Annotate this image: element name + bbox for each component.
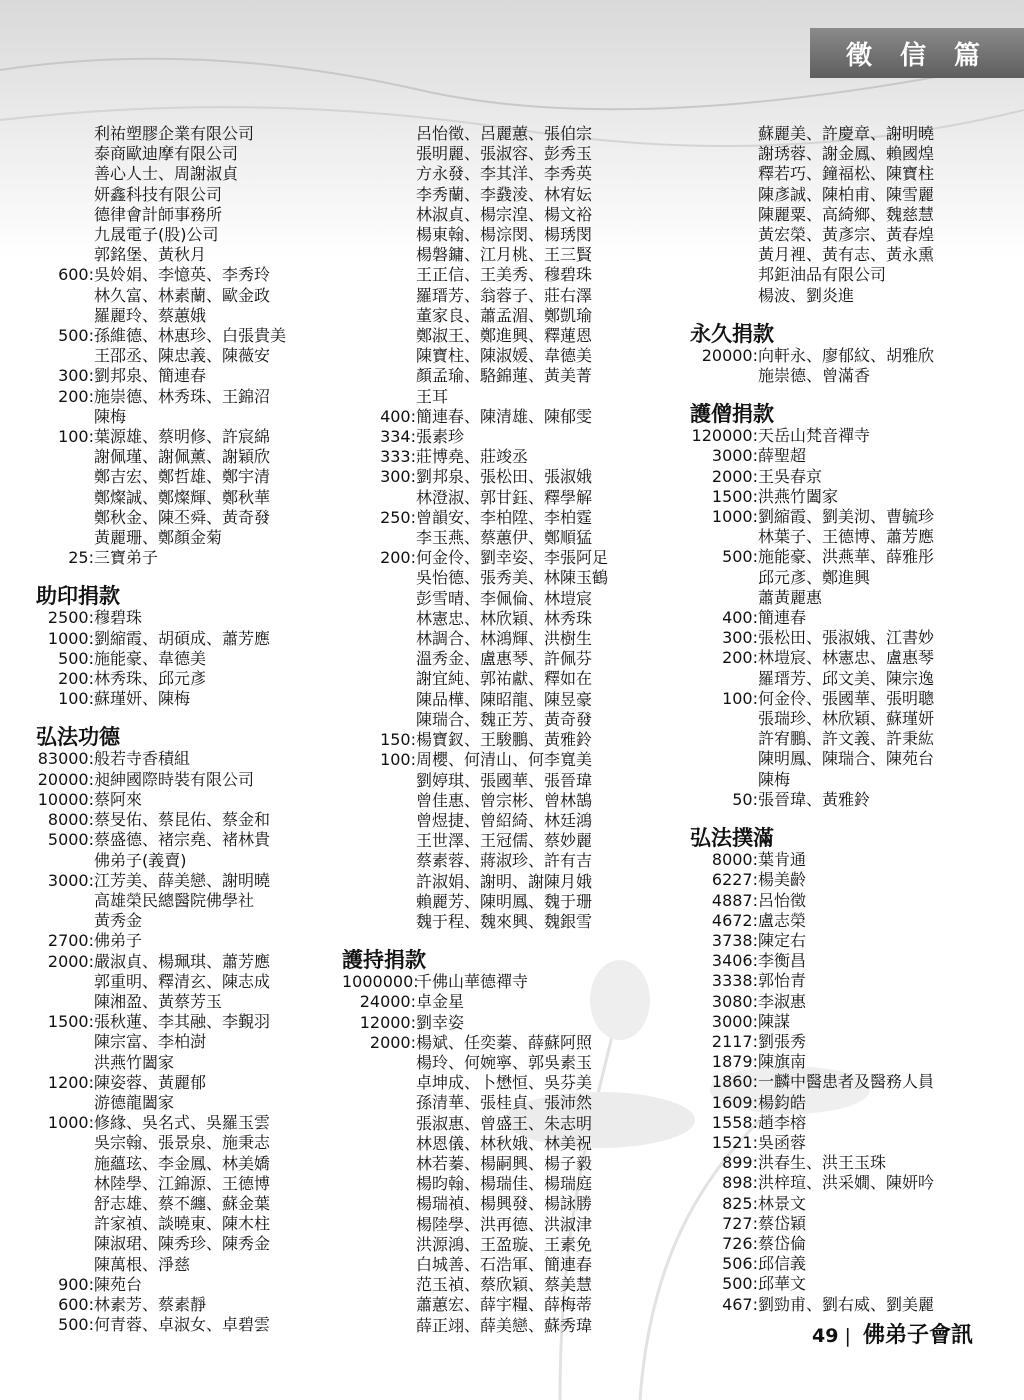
- donor-names: 簡連春: [758, 608, 807, 628]
- donation-amount: 150:: [380, 730, 416, 750]
- donation-amount: 3338:: [711, 971, 758, 991]
- donation-entry: [690, 790, 1020, 810]
- donor-names: 蔡旻佑、蔡昆佑、蔡金和: [94, 810, 271, 830]
- donation-amount: 3406:: [711, 951, 758, 971]
- donation-amount: 600:: [58, 265, 94, 285]
- donation-amount: 3000:: [711, 446, 758, 466]
- donation-entry: [690, 1173, 1020, 1193]
- donation-entry: [690, 1254, 1020, 1274]
- donor-names: 孫維德、林惠珍、白張貴美 王邵丞、陳忠義、陳薇安: [94, 326, 287, 366]
- donor-names: 楊斌、任奕蓁、薛蘇阿照 楊玲、何婉寧、郭吳素玉 卓坤成、卜懋恒、吳芬美 孫清華、張桂貞、張沛然 張淑惠、曾盛王、朱志明 林恩儀、林秋娥、林美祝 林若蓁、楊嗣興、楊子毅 楊昀翰、楊瑞佳、楊瑞庭 楊瑞禎、楊興發、楊詠勝 楊陸學、洪再德、洪淑津 洪源鴻、王盈璇、王素免 白城善、石浩軍、簡連春 范玉禎、蔡欣穎、蔡美慧 蕭蕙宏、薛宇糧、薛梅蒂 薛正翊、薛美戀、蘇秀瑋: [416, 1032, 593, 1335]
- donor-names: 劉縮霞、劉美沏、曹毓珍 林葉子、王德博、蕭芳應: [758, 507, 935, 547]
- donation-entry: [36, 1295, 346, 1315]
- donation-amount: 20000:: [37, 769, 94, 789]
- donation-amount: 727:: [722, 1213, 758, 1233]
- donation-entry: [342, 508, 682, 548]
- section-title: 永久捐款: [690, 321, 774, 346]
- donation-amount: 100:: [722, 688, 758, 708]
- donation-amount: 3000:: [47, 870, 94, 890]
- donation-section: [36, 124, 346, 568]
- donor-column-left: [36, 124, 346, 1335]
- donation-entry: [690, 1113, 1020, 1133]
- donor-names: 張秋蓮、李其融、李覲羽 陳宗富、李柏澍 洪燕竹闔家: [94, 1012, 271, 1072]
- donation-entry: [342, 447, 682, 467]
- donor-names: 呂怡徵: [758, 890, 807, 910]
- donation-entry: [36, 629, 346, 649]
- donation-entry: [690, 1052, 1020, 1072]
- donor-names: 何青蓉、卓淑女、卓碧雲: [94, 1315, 271, 1335]
- section-title: 弘法撲滿: [690, 826, 774, 851]
- donor-names: 林秀珠、邱元彥: [94, 669, 207, 689]
- donation-entry: [36, 770, 346, 790]
- section-title: 弘法功德: [36, 725, 120, 750]
- donor-names: 蔡阿來: [94, 789, 143, 809]
- donation-amount: 333:: [380, 447, 416, 467]
- donation-entry: [36, 1275, 346, 1295]
- donor-names: 蔡岱倫: [758, 1233, 807, 1253]
- donation-entry: [36, 810, 346, 830]
- donation-amount: 10000:: [37, 789, 94, 809]
- donation-amount: 200:: [58, 386, 94, 406]
- donation-amount: 3080:: [711, 991, 758, 1011]
- donation-amount: 500:: [722, 1274, 758, 1294]
- donation-entry: [36, 548, 346, 568]
- donation-amount: 400:: [722, 608, 758, 628]
- donor-names: 陳姿蓉、黃麗郁 游德龍闔家: [94, 1072, 207, 1112]
- donation-entry: [690, 850, 1020, 870]
- donation-amount: 12000:: [359, 1012, 416, 1032]
- donation-amount: [342, 124, 416, 407]
- donor-names: 葉肯通: [758, 850, 807, 870]
- donation-entry: [342, 730, 682, 750]
- donation-amount: 506:: [722, 1254, 758, 1274]
- donor-names: 蘇瑾妍、陳梅: [94, 689, 191, 709]
- donation-entry: [690, 628, 1020, 648]
- donation-section: [690, 322, 1020, 386]
- donor-names: 洪梓瑄、洪采嫺、陳妍吟: [758, 1173, 935, 1193]
- donation-entry: [690, 426, 1020, 446]
- donation-entry: [690, 1295, 1020, 1315]
- donation-entry: [36, 1012, 346, 1073]
- donation-entry: [36, 326, 346, 366]
- donor-names: 張素珍: [416, 427, 465, 447]
- donor-names: 嚴淑貞、楊珮琪、蕭芳應 郭重明、釋清玄、陳志成 陳湘盈、黃蔡芳玉: [94, 951, 271, 1011]
- donor-names: 劉邦泉、張松田、張淑娥 林澄淑、郭甘鈺、釋學解: [416, 467, 593, 507]
- donor-names: 蘇麗美、許慶章、謝明曉 謝琇蓉、謝金鳳、賴國煌 釋若巧、鐘福松、陳寶柱 陳彥誠、陳柏甫、陳雪麗 陳麗粟、高綺鄉、魏慈慧 黃宏榮、黃彥宗、黃春煌 黃月裡、黃有志、黃永熏 邦鉅油品有限公司 楊波、劉炎進: [758, 124, 935, 305]
- donation-entry: [690, 971, 1020, 991]
- donation-amount: 50:: [732, 789, 758, 809]
- donor-names: 吳函蓉: [758, 1132, 807, 1152]
- donation-entry: [36, 952, 346, 1013]
- donation-entry: [342, 750, 682, 932]
- donor-names: 施能豪、韋德美: [94, 648, 207, 668]
- donor-names: 一麟中醫患者及醫務人員: [758, 1072, 935, 1092]
- donation-entry: [36, 871, 346, 932]
- donor-names: 郭怡青: [758, 971, 807, 991]
- donation-entry: [690, 1072, 1020, 1092]
- donor-names: 何金伶、劉幸姿、李張阿足 吳怡德、張秀美、林陳玉鶴 彭雪晴、李佩倫、林塏宸 林憲忠、林欣穎、林秀珠 林調合、林鴻輝、洪樹生 溫秀金、盧惠琴、許佩芬 謝宜純、郭祐獻、釋如在 陳品樺、陳昭龍、陳昱豪 陳瑞合、魏正芳、黃奇發: [416, 548, 609, 729]
- donation-amount: 1000:: [47, 1113, 94, 1133]
- donation-amount: 898:: [722, 1173, 758, 1193]
- donation-entry: [36, 387, 346, 427]
- donor-names: 林素芳、蔡素靜: [94, 1294, 207, 1314]
- donation-amount: 300:: [58, 366, 94, 386]
- donation-amount: 100:: [380, 750, 416, 770]
- donation-amount: 600:: [58, 1294, 94, 1314]
- donor-names: 吳姈娟、李憶英、李秀玲 林久富、林素蘭、歐金政 羅麗玲、蔡蕙娥: [94, 265, 271, 325]
- donation-entry: [36, 366, 346, 386]
- donation-entry: [36, 1315, 346, 1335]
- donor-names: 楊寶釵、王駿鵬、黃雅鈴: [416, 730, 593, 750]
- donor-names: 江芳美、薛美戀、謝明曉 高雄榮民總醫院佛學社 黃秀金: [94, 870, 271, 931]
- donor-names: 蔡盛德、褚宗堯、褚林貴 佛弟子(義賣): [94, 830, 271, 870]
- donation-amount: 8000:: [47, 810, 94, 830]
- donation-entry: [342, 467, 682, 507]
- donation-entry: [342, 992, 682, 1012]
- donation-entry: [342, 427, 682, 447]
- donation-amount: 24000:: [359, 992, 416, 1012]
- donation-entry: [690, 1153, 1020, 1173]
- donation-entry: [36, 830, 346, 870]
- donation-amount: 1000:: [47, 628, 94, 648]
- donation-entry: [36, 790, 346, 810]
- donation-entry: [342, 1013, 682, 1033]
- donor-names: 洪春生、洪王玉珠: [758, 1153, 887, 1173]
- donation-section: [36, 725, 346, 1335]
- donation-entry: [690, 487, 1020, 507]
- donation-amount: 500:: [58, 1315, 94, 1335]
- donor-names: 劉縮霞、胡碩成、蕭芳應: [94, 628, 271, 648]
- donor-names: 佛弟子: [94, 931, 143, 951]
- donation-entry: [690, 891, 1020, 911]
- donor-names: 施能豪、洪燕華、薛雅彤 邱元彥、鄭進興 蕭黃麗惠: [758, 547, 935, 607]
- donation-amount: 200:: [58, 669, 94, 689]
- donation-entry: [690, 446, 1020, 466]
- donation-amount: [36, 124, 94, 265]
- donor-names: 楊美齡: [758, 870, 807, 890]
- donor-names: 林塏宸、林憲忠、盧惠琴 羅瑨芳、邱文美、陳宗逸: [758, 648, 935, 688]
- donation-amount: 334:: [380, 427, 416, 447]
- donation-entry: [690, 1214, 1020, 1234]
- donor-names: 曾韻安、李柏陞、李柏霆 李玉燕、蔡蕙伊、鄭順猛: [416, 507, 593, 548]
- donation-entry: [690, 1133, 1020, 1153]
- section-title: 護僧捐款: [690, 402, 774, 427]
- donation-entry: [36, 608, 346, 628]
- donation-entry: [690, 346, 1020, 386]
- donor-names: 葉源雄、蔡明修、許宸綿 謝佩瑾、謝佩薰、謝穎欣 鄭吉宏、鄭哲雄、鄭宇清 鄭燦誠、鄭燦輝、鄭秋華 鄭秋金、陳丕舜、黃奇發 黃麗珊、鄭顏金菊: [94, 427, 271, 548]
- donation-amount: 1521:: [711, 1132, 758, 1152]
- donation-amount: 100:: [58, 689, 94, 709]
- donor-names: 薛聖超: [758, 446, 807, 466]
- donation-entry: [690, 870, 1020, 890]
- donor-names: 施崇德、林秀珠、王錦沼 陳梅: [94, 386, 271, 426]
- donor-names: 林景文: [758, 1193, 807, 1213]
- donation-entry: [36, 931, 346, 951]
- donation-entry: [36, 749, 346, 769]
- page-number: 49: [812, 1325, 839, 1347]
- donation-entry: [690, 547, 1020, 608]
- donor-names: 呂怡徵、呂麗蕙、張伯宗 張明麗、張淑容、彭秀玉 方永發、李其洋、李秀英 李秀蘭、李鼗淩、林宥妘 林淑貞、楊宗湟、楊文裕 楊東翰、楊淙閔、楊琇閔 楊磐鏞、江月桃、王三賢 王正信、王美秀、穆碧珠 羅瑨芳、翁蓉子、莊右澤 董家良、蕭孟湄、鄭凱瑜 鄭淑王、鄭進興、釋蓮恩 陳寶柱、陳淑媛、韋德美 顏孟瑜、駱錦蓮、黃美菁 王耳: [416, 124, 593, 406]
- donation-entry: [690, 1012, 1020, 1032]
- donor-names: 楊鈞皓: [758, 1092, 807, 1112]
- donation-amount: 83000:: [37, 749, 94, 769]
- donation-entry: [36, 649, 346, 669]
- donor-names: 向軒永、廖郁紋、胡雅欣 施崇德、曾滿香: [758, 345, 935, 386]
- donation-section: [342, 124, 682, 932]
- donation-entry: [690, 951, 1020, 971]
- donation-entry: [690, 1234, 1020, 1254]
- donation-amount: 2117:: [711, 1031, 758, 1051]
- donation-entry: [690, 467, 1020, 487]
- donation-amount: 3000:: [711, 1011, 758, 1031]
- donation-amount: 200:: [380, 548, 416, 568]
- donation-amount: 25:: [68, 548, 94, 568]
- donor-names: 王吳春京: [758, 466, 823, 486]
- donation-entry: [690, 931, 1020, 951]
- donation-entry: [690, 689, 1020, 790]
- donation-amount: 400:: [380, 406, 416, 426]
- donation-entry: [690, 507, 1020, 547]
- donation-entry: [690, 1093, 1020, 1113]
- donation-amount: 250:: [380, 507, 416, 527]
- donation-amount: 6227:: [711, 870, 758, 890]
- donor-names: 陳定右: [758, 930, 807, 950]
- donation-entry: [342, 124, 682, 407]
- donation-entry: [690, 992, 1020, 1012]
- donation-amount: 500:: [58, 326, 94, 346]
- footer-separator: |: [844, 1325, 851, 1347]
- donor-names: 劉勁甫、劉右威、劉美麗: [758, 1294, 935, 1314]
- donor-names: 陳旗南: [758, 1052, 807, 1072]
- donation-amount: 4672:: [711, 910, 758, 930]
- donation-amount: 1500:: [711, 486, 758, 506]
- donor-names: 陳謀: [758, 1011, 791, 1031]
- donor-names: 邱信義: [758, 1254, 807, 1274]
- donor-names: 卓金星: [416, 992, 465, 1012]
- donation-entry: [342, 1033, 682, 1336]
- donation-amount: 899:: [722, 1153, 758, 1173]
- donor-names: 劉幸姿: [416, 1012, 465, 1032]
- donation-section: [690, 124, 1020, 306]
- donation-amount: 200:: [722, 648, 758, 668]
- page-footer: [812, 1318, 973, 1349]
- donation-entry: [690, 648, 1020, 688]
- donor-names: 天岳山梵音禪寺: [758, 426, 871, 446]
- donation-amount: 726:: [722, 1233, 758, 1253]
- donation-amount: 2000:: [47, 951, 94, 971]
- donation-amount: 2700:: [47, 931, 94, 951]
- section-title: 助印捐款: [36, 584, 120, 609]
- donation-entry: [36, 669, 346, 689]
- donor-names: 劉張秀: [758, 1031, 807, 1051]
- donation-amount: 2000:: [711, 466, 758, 486]
- donation-amount: 8000:: [711, 850, 758, 870]
- donation-section: [690, 402, 1020, 810]
- donation-amount: 1500:: [47, 1012, 94, 1032]
- donation-entry: [342, 548, 682, 730]
- donation-amount: 500:: [722, 547, 758, 567]
- donation-amount: 2500:: [47, 608, 94, 628]
- donation-section: [36, 584, 346, 709]
- donation-amount: 1860:: [711, 1072, 758, 1092]
- donation-amount: 1558:: [711, 1112, 758, 1132]
- donor-names: 簡連春、陳清雄、陳郁雯: [416, 406, 593, 426]
- donation-amount: 467:: [722, 1294, 758, 1314]
- donor-names: 昶紳國際時裝有限公司: [94, 769, 255, 789]
- donor-names: 張晉瑋、黃雅鈴: [758, 789, 871, 809]
- donor-names: 般若寺香積組: [94, 749, 191, 769]
- donation-amount: 20000:: [701, 345, 758, 365]
- donation-amount: 4887:: [711, 890, 758, 910]
- donation-entry: [690, 1032, 1020, 1052]
- donation-entry: [36, 124, 346, 265]
- donation-entry: [690, 911, 1020, 931]
- donor-names: 千佛山華德禪寺: [416, 972, 529, 992]
- magazine-name: 佛弟子會訊: [862, 1322, 973, 1348]
- donation-entry: [36, 1113, 346, 1275]
- donation-amount: 120000:: [691, 426, 758, 446]
- donor-names: 蔡岱穎: [758, 1213, 807, 1233]
- donation-amount: 1609:: [711, 1092, 758, 1112]
- donor-names: 張松田、張淑娥、江書妙: [758, 628, 935, 648]
- donor-column-right: [690, 124, 1020, 1315]
- donation-amount: 300:: [380, 467, 416, 487]
- donor-column-middle: [342, 124, 682, 1336]
- donation-entry: [690, 608, 1020, 628]
- donation-entry: [36, 1073, 346, 1113]
- donation-amount: [690, 124, 758, 306]
- donation-amount: 1200:: [47, 1072, 94, 1092]
- donor-names: 李衡昌: [758, 951, 807, 971]
- donor-names: 盧志榮: [758, 910, 807, 930]
- section-tab: 徵信篇: [810, 28, 1024, 78]
- donation-amount: 500:: [58, 648, 94, 668]
- donor-names: 利祐塑膠企業有限公司 泰商歐迪摩有限公司 善心人士、周謝淑貞 妍鑫科技有限公司 德律會計師事務所 九晟電子(股)公司 郭銘堡、黃秋月: [94, 124, 255, 265]
- donation-entry: [36, 427, 346, 548]
- donation-amount: 1000:: [711, 507, 758, 527]
- donation-entry: [36, 265, 346, 326]
- donor-names: 李淑惠: [758, 991, 807, 1011]
- donation-amount: 300:: [722, 628, 758, 648]
- donor-names: 穆碧珠: [94, 608, 143, 628]
- donation-amount: 5000:: [47, 830, 94, 850]
- donor-names: 周櫻、何清山、何李寬美 劉婷琪、張國華、張晉瑋 曾佳惠、曾宗彬、曾林鵠 曾煜捷、曾紹綺、林廷鴻 王世澤、王冠儒、蔡妙麗 蔡素蓉、蔣淑珍、許有吉 許淑娟、謝明、謝陳月娥 賴麗芳、陳明鳳、魏于珊 魏于程、魏來興、魏銀雪: [416, 750, 593, 931]
- donation-amount: 100:: [58, 427, 94, 447]
- donation-entry: [342, 972, 682, 992]
- donation-entry: [690, 124, 1020, 306]
- donor-names: 陳苑台: [94, 1274, 143, 1294]
- donation-entry: [690, 1194, 1020, 1214]
- donor-names: 邱華文: [758, 1274, 807, 1294]
- donation-amount: 900:: [58, 1274, 94, 1294]
- donor-names: 三寶弟子: [94, 548, 159, 568]
- donation-section: [690, 826, 1020, 1315]
- donation-amount: 1000000:: [342, 972, 419, 992]
- donor-names: 洪燕竹闔家: [758, 486, 839, 506]
- section-title: 護持捐款: [342, 948, 426, 973]
- donor-names: 修緣、吳名式、吳羅玉雲 吳宗翰、張景泉、施秉志 施蘊玹、李金鳳、林美嬌 林陸學、江錦源、王德博 舒志雄、蔡不纏、蘇金葉 許家禎、談曉東、陳木柱 陳淑珺、陳秀珍、陳秀金 陳萬根、淨慈: [94, 1113, 271, 1274]
- donor-names: 莊博堯、莊竣丞: [416, 447, 529, 467]
- donation-entry: [342, 407, 682, 427]
- donor-names: 劉邦泉、簡連春: [94, 366, 207, 386]
- donation-entry: [36, 689, 346, 709]
- donation-amount: 1879:: [711, 1052, 758, 1072]
- donation-amount: 3738:: [711, 930, 758, 950]
- donation-section: [342, 948, 682, 1336]
- donor-names: 趙李榕: [758, 1112, 807, 1132]
- donation-entry: [690, 1274, 1020, 1294]
- donation-amount: 825:: [722, 1193, 758, 1213]
- donation-amount: 2000:: [369, 1032, 416, 1052]
- donor-names: 何金伶、張國華、張明聰 張瑞珍、林欣穎、蘇瑾妍 許宥鵬、許文義、許秉紘 陳明鳳、陳瑞合、陳苑台 陳梅: [758, 688, 935, 789]
